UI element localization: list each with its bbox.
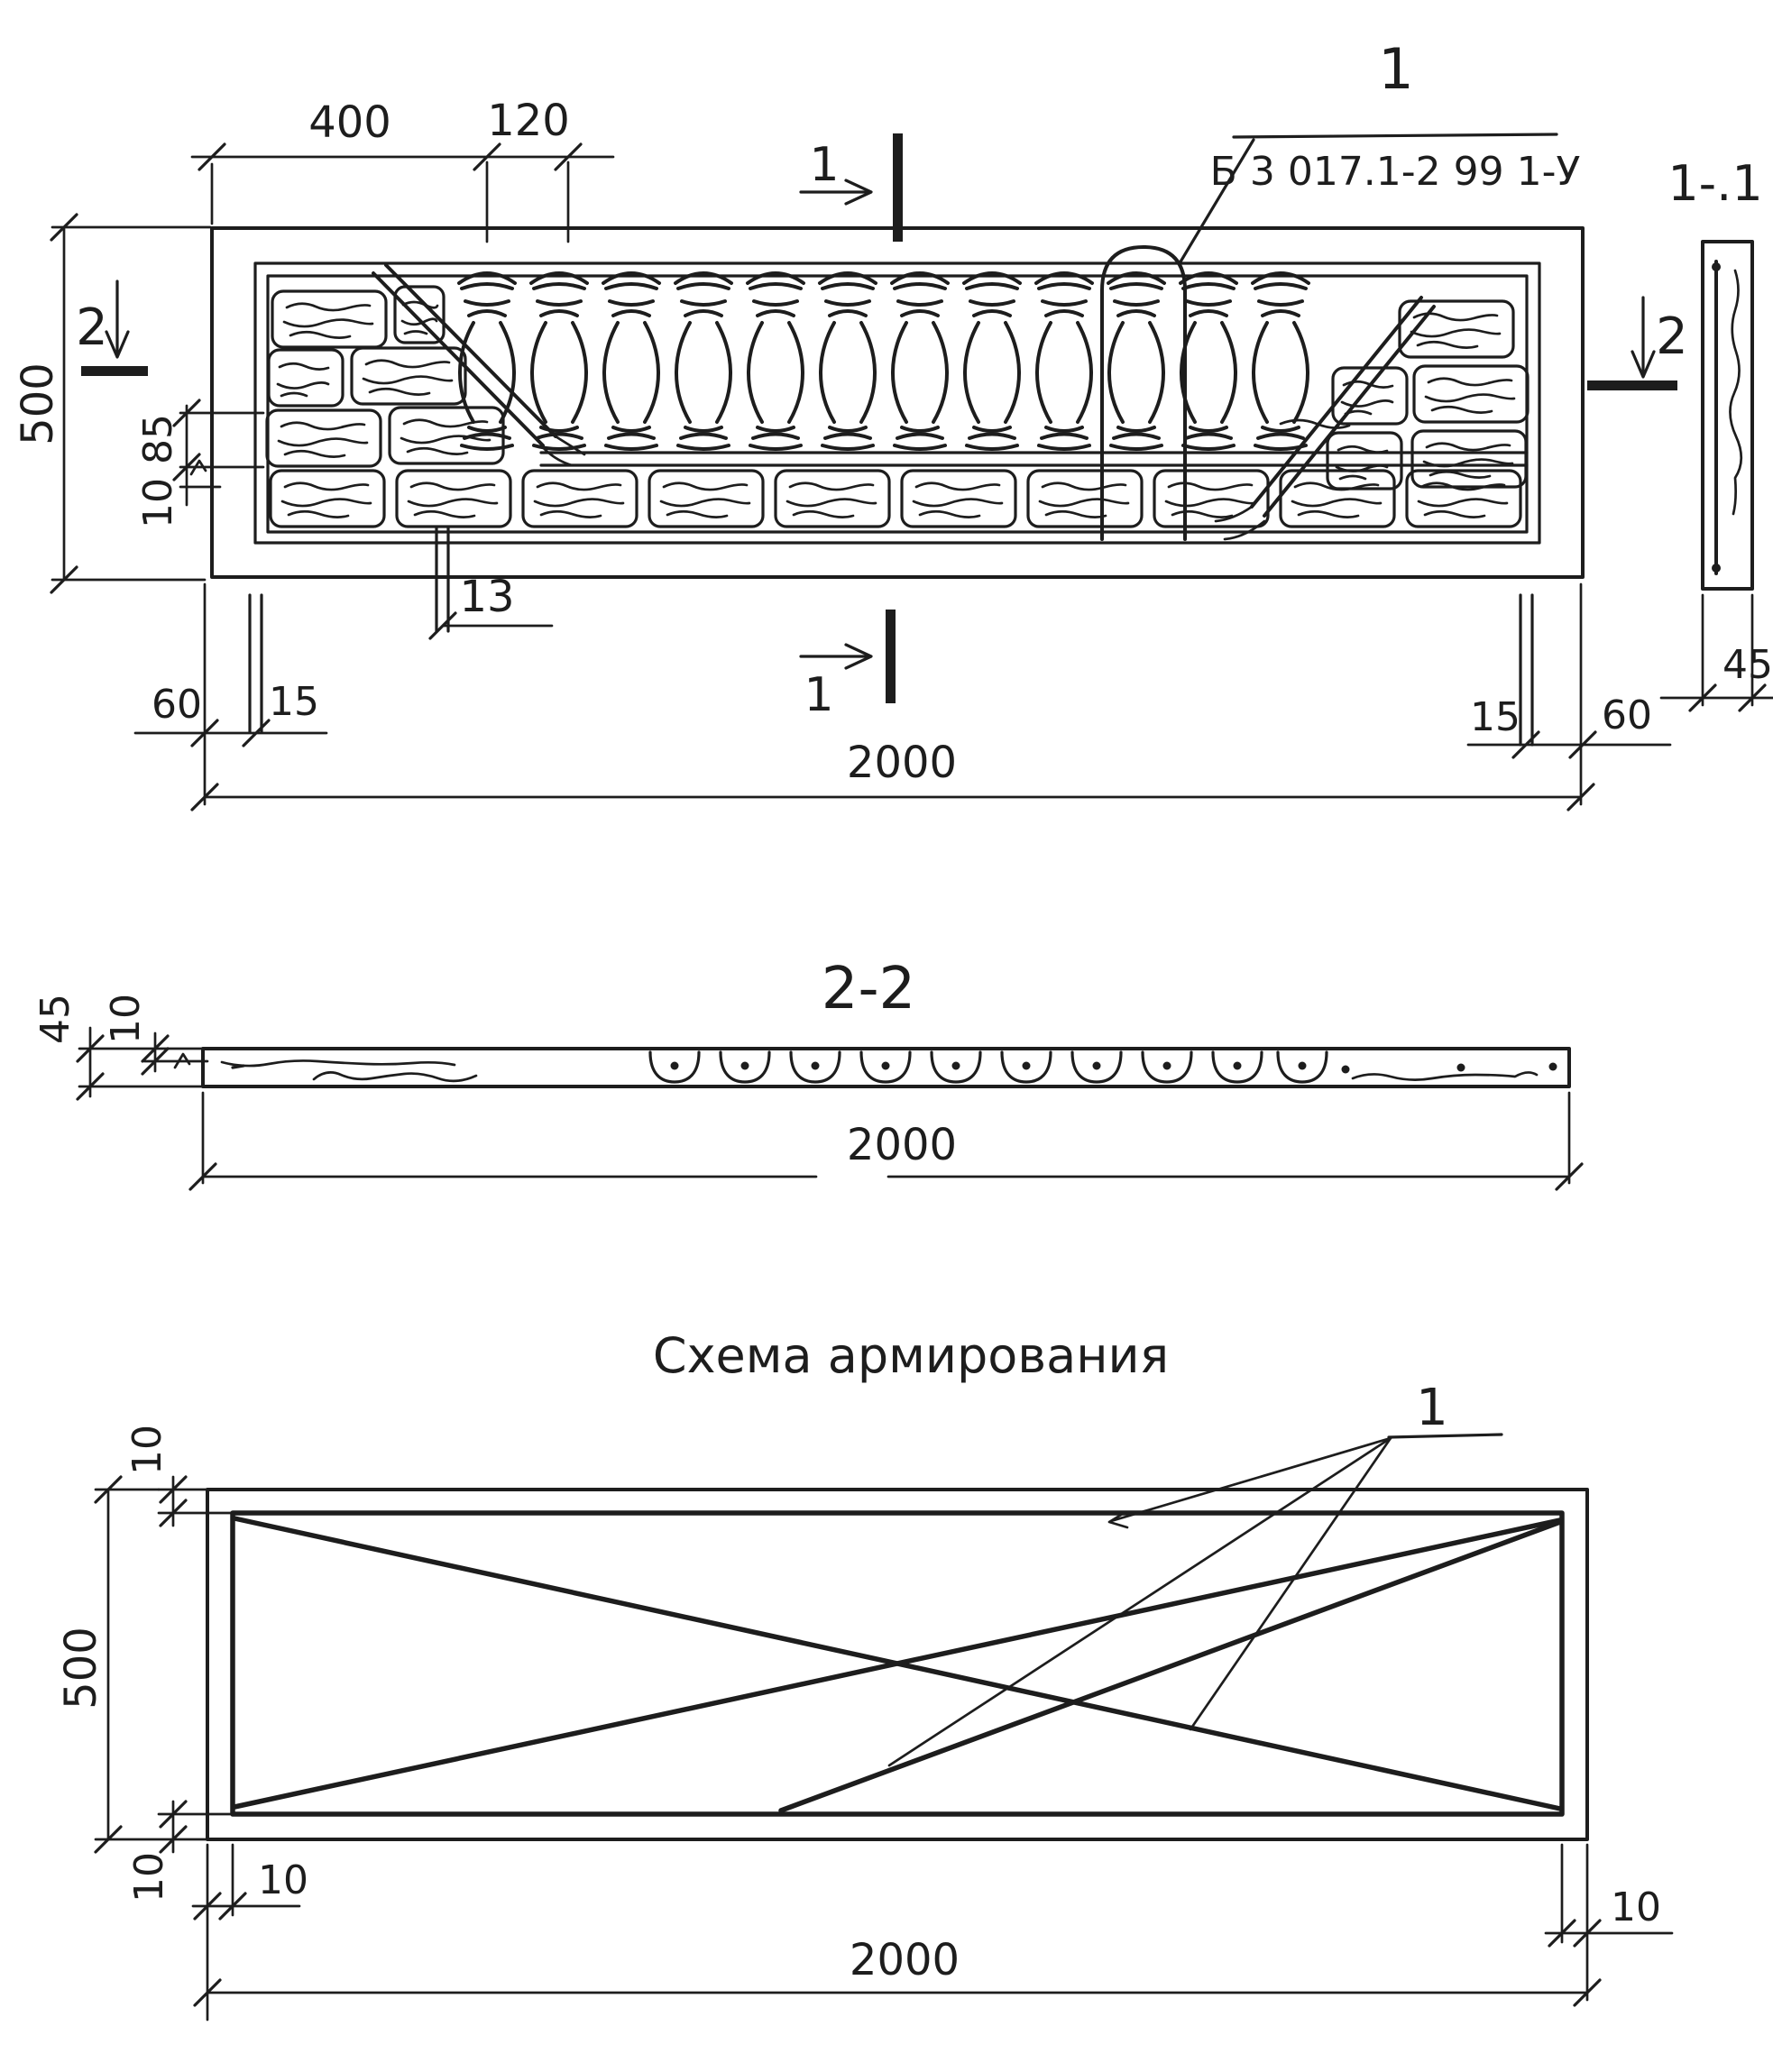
section-texture bbox=[233, 1066, 243, 1068]
dim-left-85-10 bbox=[135, 400, 263, 528]
dim-scheme-bottom-10 bbox=[126, 1802, 234, 1902]
dim-500: 500 bbox=[56, 1627, 106, 1710]
baluster bbox=[1036, 273, 1092, 449]
svg-text:1: 1 bbox=[809, 138, 840, 192]
diagonal-bar bbox=[781, 1522, 1560, 1811]
stone-block bbox=[776, 471, 889, 527]
dim-10: 10 bbox=[135, 478, 181, 528]
section-profile bbox=[1730, 270, 1741, 514]
section-marker-1-top bbox=[801, 133, 903, 242]
stone-block bbox=[1154, 471, 1268, 527]
stone-block bbox=[1407, 471, 1520, 527]
dim-85: 85 bbox=[135, 414, 181, 464]
dim-scheme-2000 bbox=[195, 1935, 1600, 2005]
dim-scheme-inset-right-10 bbox=[1546, 1845, 1672, 2000]
stone-block bbox=[1028, 471, 1142, 527]
dim-2-2-2000 bbox=[190, 1093, 1582, 1189]
section-marker-1-bottom bbox=[801, 610, 896, 722]
stone-block bbox=[267, 410, 381, 466]
dim-scheme-top-10 bbox=[124, 1425, 234, 1526]
bottom-stone-course bbox=[271, 471, 1520, 527]
baluster bbox=[964, 273, 1020, 449]
dim-15-right: 15 bbox=[1470, 694, 1520, 740]
stone-block bbox=[1412, 431, 1526, 487]
baluster-sections bbox=[650, 1052, 1557, 1082]
stone-block bbox=[269, 350, 343, 406]
dim-15-left: 15 bbox=[269, 679, 319, 725]
stone-block bbox=[271, 471, 384, 527]
dim-10: 10 bbox=[103, 994, 149, 1044]
stone-block bbox=[1414, 366, 1528, 422]
dim-10: 10 bbox=[1611, 1884, 1661, 1930]
anchor-stub-right bbox=[1468, 595, 1670, 757]
section-marker-2-right bbox=[1587, 298, 1688, 390]
section-texture bbox=[222, 1060, 455, 1066]
dim-10: 10 bbox=[258, 1857, 308, 1903]
dim-2000: 2000 bbox=[849, 1935, 960, 1985]
rebar-dot bbox=[1712, 564, 1721, 573]
section-1-1-outline bbox=[1703, 242, 1752, 589]
anchor-stub-left bbox=[135, 595, 326, 746]
section-texture bbox=[314, 1072, 476, 1080]
svg-text:2: 2 bbox=[76, 298, 108, 357]
stone-block bbox=[523, 471, 637, 527]
baluster bbox=[1108, 273, 1164, 449]
baluster bbox=[603, 273, 659, 449]
right-stone-corner bbox=[1281, 301, 1528, 489]
dim-400: 400 bbox=[308, 97, 391, 148]
callout-mark: Б 3 017.1-2 99 1-У bbox=[1209, 149, 1581, 195]
svg-text:2: 2 bbox=[1656, 307, 1688, 366]
section-1-1-title: 1-.1 bbox=[1667, 155, 1763, 212]
dim-left-500 bbox=[13, 215, 210, 592]
dim-13: 13 bbox=[459, 572, 515, 622]
dim-45: 45 bbox=[32, 994, 78, 1044]
callout-balloon bbox=[1102, 247, 1185, 539]
baluster bbox=[748, 273, 804, 449]
dim-60-right: 60 bbox=[1602, 692, 1652, 738]
stone-block bbox=[902, 471, 1015, 527]
dim-2000: 2000 bbox=[846, 1120, 958, 1170]
section-texture bbox=[1353, 1072, 1537, 1079]
section-2-2-title: 2-2 bbox=[821, 956, 916, 1022]
dim-2000: 2000 bbox=[846, 738, 958, 788]
dim-10: 10 bbox=[124, 1425, 170, 1475]
section-2-2 bbox=[32, 956, 1582, 1189]
baluster bbox=[1180, 273, 1236, 449]
stone-block bbox=[397, 471, 510, 527]
scheme-callout bbox=[889, 1379, 1502, 1765]
baluster bbox=[820, 273, 876, 449]
stone-block bbox=[1327, 433, 1401, 489]
baluster bbox=[892, 273, 948, 449]
stone-block bbox=[352, 348, 465, 404]
reinforcement-scheme bbox=[56, 1327, 1672, 2020]
rebar-dot bbox=[1712, 262, 1721, 271]
section-marker-2-left bbox=[76, 281, 148, 376]
callout-number: 1 bbox=[1416, 1379, 1448, 1437]
dim-10: 10 bbox=[126, 1852, 172, 1902]
dim-scheme-500 bbox=[56, 1477, 206, 1852]
dim-45: 45 bbox=[1722, 642, 1773, 688]
callout-number: 1 bbox=[1378, 36, 1414, 102]
stone-block bbox=[649, 471, 763, 527]
dim-top bbox=[192, 96, 613, 242]
svg-text:1: 1 bbox=[804, 668, 834, 722]
reinforcement-title: Схема армирования bbox=[652, 1327, 1170, 1384]
left-stone-corner bbox=[267, 287, 503, 466]
dim-2-2-left bbox=[32, 994, 207, 1099]
baluster bbox=[675, 273, 731, 449]
stone-block bbox=[272, 291, 386, 347]
balusters bbox=[459, 273, 1309, 449]
side-section-1-1 bbox=[1661, 155, 1773, 711]
dim-45-side bbox=[1661, 595, 1773, 711]
dim-120: 120 bbox=[487, 96, 570, 146]
stone-block bbox=[1281, 471, 1394, 527]
dim-500: 500 bbox=[13, 362, 63, 445]
dim-60-left: 60 bbox=[152, 682, 202, 728]
elevation-view bbox=[13, 36, 1688, 810]
callout-underline bbox=[1234, 134, 1557, 137]
